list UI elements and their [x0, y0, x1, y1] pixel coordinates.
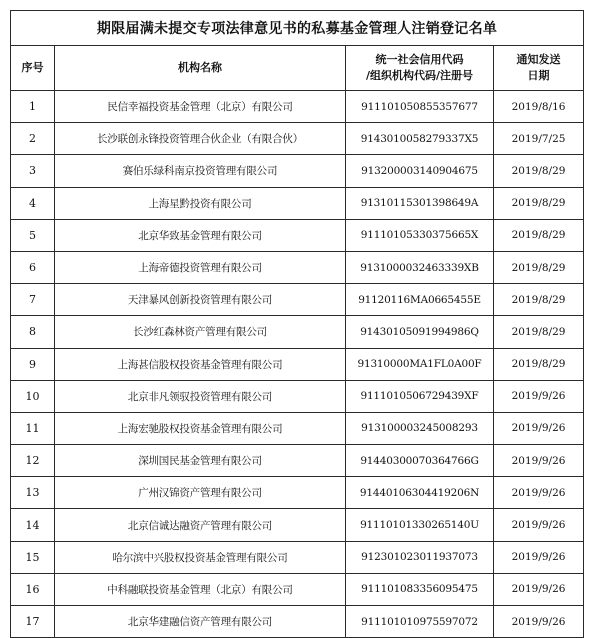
cell-name: 哈尔滨中兴股权投资基金管理有限公司 — [55, 541, 346, 573]
cell-name: 上海宏驰股权投资基金管理有限公司 — [55, 412, 346, 444]
cell-code: 91110105330375665X — [346, 219, 494, 251]
cell-date: 2019/9/26 — [494, 445, 584, 477]
cell-date: 2019/9/26 — [494, 541, 584, 573]
table-row — [11, 219, 584, 251]
header-code — [346, 46, 494, 91]
cell-code: 91310000MA1FL0A00F — [346, 348, 494, 380]
cell-date: 2019/9/26 — [494, 606, 584, 638]
cell-seq: 12 — [11, 445, 55, 477]
cell-date: 2019/9/26 — [494, 573, 584, 605]
cell-name: 北京信诚达融资产管理有限公司 — [55, 509, 346, 541]
cell-date: 2019/9/26 — [494, 477, 584, 509]
cell-name: 广州汉锦资产管理有限公司 — [55, 477, 346, 509]
cell-name: 北京非凡领驭投资管理有限公司 — [55, 380, 346, 412]
header-date — [494, 46, 584, 91]
header-name: 机构名称 — [55, 46, 346, 91]
cell-date: 2019/8/29 — [494, 187, 584, 219]
cell-date: 2019/8/29 — [494, 348, 584, 380]
table-row — [11, 316, 584, 348]
cell-name: 深圳国民基金管理有限公司 — [55, 445, 346, 477]
table-row — [11, 284, 584, 316]
cell-name: 上海甚信股权投资基金管理有限公司 — [55, 348, 346, 380]
cell-name: 中科融联投资基金管理（北京）有限公司 — [55, 573, 346, 605]
cell-seq: 3 — [11, 155, 55, 187]
cell-name: 北京华致基金管理有限公司 — [55, 219, 346, 251]
cell-code: 913200003140904675 — [346, 155, 494, 187]
deregistration-table — [10, 10, 584, 638]
title-row — [11, 11, 584, 46]
cell-seq: 13 — [11, 477, 55, 509]
table-row — [11, 380, 584, 412]
header-seq: 序号 — [11, 46, 55, 91]
cell-code: 911101050855357677 — [346, 91, 494, 123]
cell-seq: 10 — [11, 380, 55, 412]
cell-seq: 8 — [11, 316, 55, 348]
table-row — [11, 445, 584, 477]
cell-code: 91110101330265140U — [346, 509, 494, 541]
cell-name: 长沙红森林资产管理有限公司 — [55, 316, 346, 348]
table-body — [11, 91, 584, 638]
cell-date: 2019/8/29 — [494, 251, 584, 283]
cell-seq: 5 — [11, 219, 55, 251]
cell-code: 91120116MA0665455E — [346, 284, 494, 316]
header-row — [11, 46, 584, 91]
cell-date: 2019/9/26 — [494, 412, 584, 444]
cell-seq: 7 — [11, 284, 55, 316]
table-row — [11, 573, 584, 605]
header-date-line2: 日期 — [527, 69, 550, 82]
cell-code: 91310115301398649A — [346, 187, 494, 219]
cell-name: 赛伯乐绿科南京投资管理有限公司 — [55, 155, 346, 187]
cell-seq: 16 — [11, 573, 55, 605]
cell-seq: 11 — [11, 412, 55, 444]
cell-seq: 2 — [11, 123, 55, 155]
cell-seq: 9 — [11, 348, 55, 380]
cell-seq: 14 — [11, 509, 55, 541]
cell-code: 912301023011937073 — [346, 541, 494, 573]
header-code-line2: /组织机构代码/注册号 — [365, 69, 474, 82]
table-row — [11, 412, 584, 444]
table-title: 期限届满未提交专项法律意见书的私募基金管理人注销登记名单 — [11, 11, 584, 46]
cell-code: 91440300070364766G — [346, 445, 494, 477]
table-row — [11, 123, 584, 155]
cell-name: 长沙联创永锋投资管理合伙企业（有限合伙） — [55, 123, 346, 155]
cell-date: 2019/8/29 — [494, 155, 584, 187]
table-row — [11, 541, 584, 573]
cell-seq: 4 — [11, 187, 55, 219]
table-row — [11, 509, 584, 541]
table-row — [11, 606, 584, 638]
cell-seq: 1 — [11, 91, 55, 123]
cell-date: 2019/7/25 — [494, 123, 584, 155]
table-row — [11, 348, 584, 380]
cell-date: 2019/8/16 — [494, 91, 584, 123]
table-row — [11, 251, 584, 283]
cell-seq: 17 — [11, 606, 55, 638]
cell-date: 2019/8/29 — [494, 316, 584, 348]
cell-seq: 6 — [11, 251, 55, 283]
cell-name: 上海帝德投资管理有限公司 — [55, 251, 346, 283]
table-row — [11, 187, 584, 219]
cell-date: 2019/9/26 — [494, 380, 584, 412]
cell-code: 9143010058279337X5 — [346, 123, 494, 155]
cell-seq: 15 — [11, 541, 55, 573]
cell-code: 91440106304419206N — [346, 477, 494, 509]
cell-date: 2019/8/29 — [494, 284, 584, 316]
table-row — [11, 91, 584, 123]
header-code-line1: 统一社会信用代码 — [375, 53, 464, 66]
cell-name: 天津暴风创新投资管理有限公司 — [55, 284, 346, 316]
cell-date: 2019/8/29 — [494, 219, 584, 251]
table-row — [11, 477, 584, 509]
cell-code: 911101083356095475 — [346, 573, 494, 605]
cell-code: 913100003245008293 — [346, 412, 494, 444]
cell-name: 北京华建融信资产管理有限公司 — [55, 606, 346, 638]
cell-name: 上海星黔投资有限公司 — [55, 187, 346, 219]
document-sheet — [10, 10, 583, 638]
header-date-line1: 通知发送 — [516, 53, 561, 66]
cell-code: 911101010975597072 — [346, 606, 494, 638]
cell-name: 民信幸福投资基金管理（北京）有限公司 — [55, 91, 346, 123]
cell-date: 2019/9/26 — [494, 509, 584, 541]
cell-code: 9111010506729439XF — [346, 380, 494, 412]
cell-code: 91430105091994986Q — [346, 316, 494, 348]
cell-code: 9131000032463339XB — [346, 251, 494, 283]
table-row — [11, 155, 584, 187]
